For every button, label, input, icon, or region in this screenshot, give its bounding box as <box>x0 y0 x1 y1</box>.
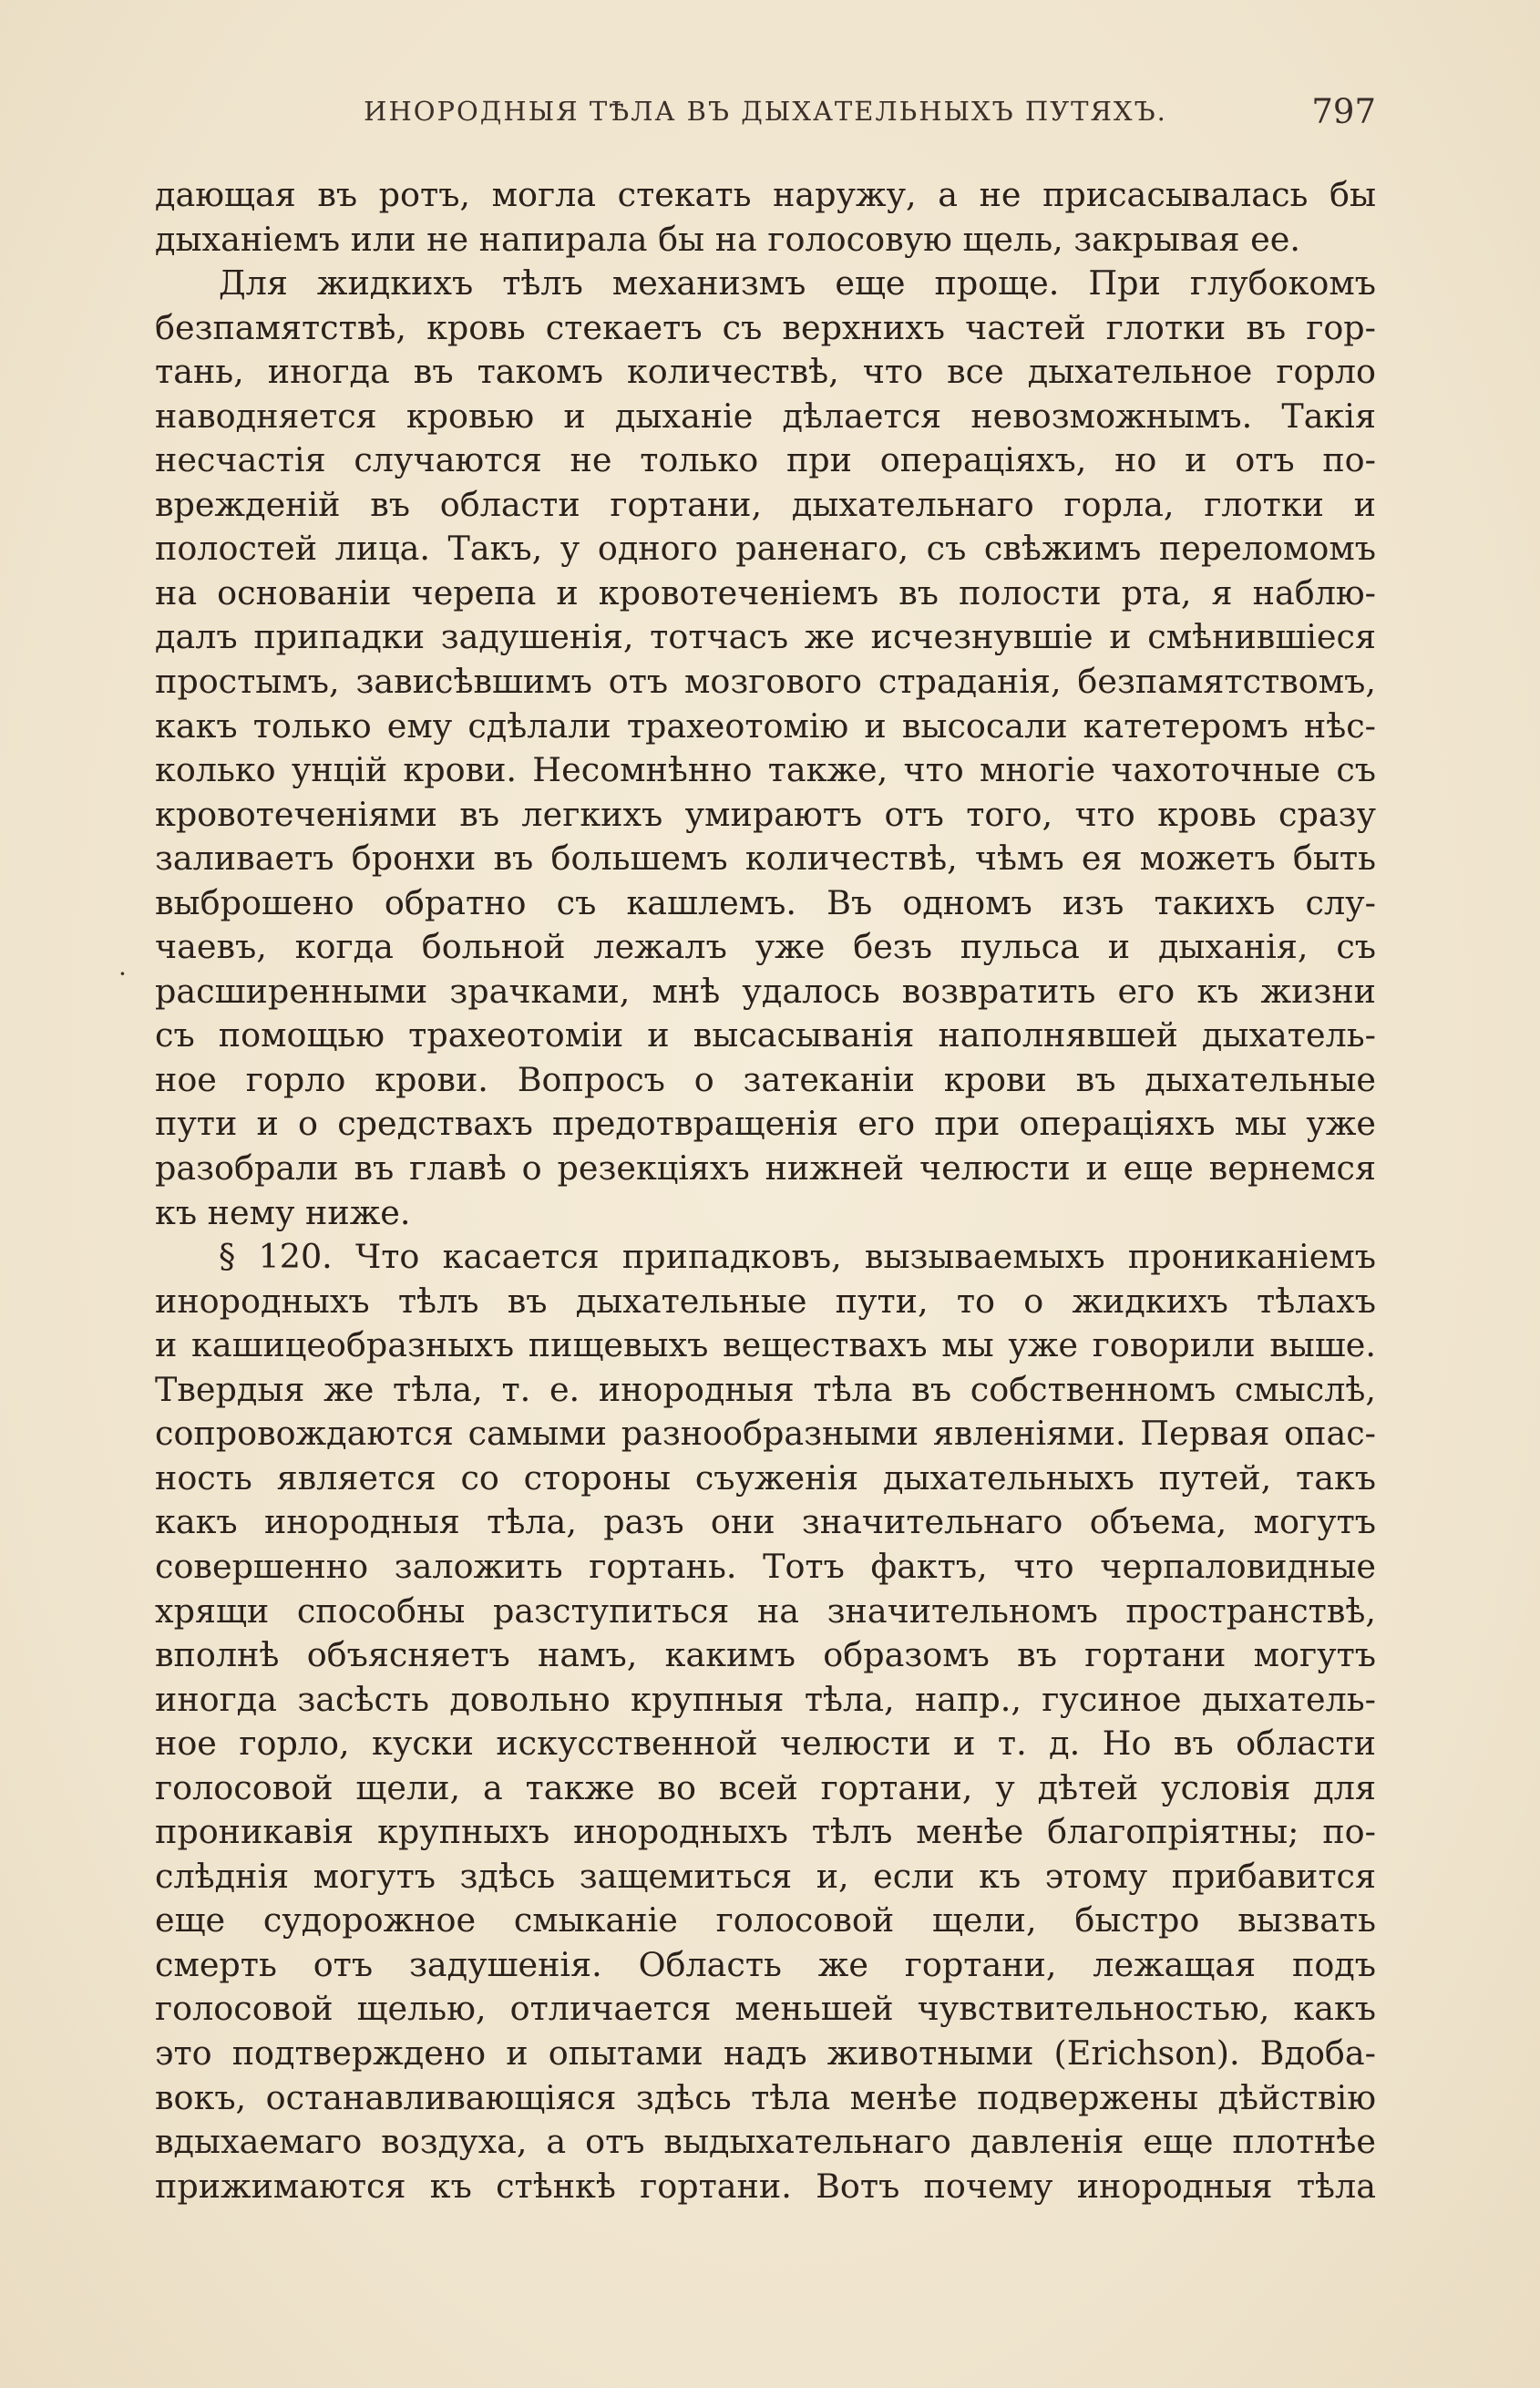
text-line: къ нему ниже. <box>155 1192 411 1232</box>
text-line: тань, иногда въ такомъ количествѣ, что все дыхательное горло <box>155 352 1376 392</box>
text-line: пути и о средствахъ предотвращенія его при операціяхъ мы уже <box>155 1104 1376 1144</box>
text-line: Для жидкихъ тѣлъ механизмъ еще проще. При глубокомъ <box>219 263 1376 304</box>
text-line: полостей лица. Такъ, у одного раненаго, съ свѣжимъ переломомъ <box>155 529 1376 569</box>
running-title: ИНОРОДНЫЯ ТѢЛА ВЪ ДЫХАТЕЛЬНЫХЪ ПУТЯХЪ. <box>364 96 1167 127</box>
text-line: врежденій въ области гортани, дыхательнаго горла, глотки и <box>155 484 1376 524</box>
text-line: это подтверждено и опытами надъ животными (Erichson). Вдоба- <box>155 2033 1376 2073</box>
text-line: совершенно заложить гортань. Тотъ фактъ, что черпаловидные <box>155 1546 1376 1586</box>
text-line: расширенными зрачками, мнѣ удалось возвратить его къ жизни <box>155 971 1376 1011</box>
text-line: проникавія крупныхъ инородныхъ тѣлъ менѣе благопріятны; по- <box>155 1812 1376 1852</box>
text-line: и кашицеобразныхъ пищевыхъ веществахъ мы уже говорили выше. <box>155 1325 1376 1365</box>
margin-mark: · <box>118 959 127 989</box>
text-line: колько унцій крови. Несомнѣнно также, что многіе чахоточные съ <box>155 750 1376 790</box>
body-text <box>155 173 1376 2208</box>
text-line: разобрали въ главѣ о резекціяхъ нижней челюсти и еще вернемся <box>155 1148 1376 1189</box>
text-line: ность является со стороны съуженія дыхательныхъ путей, такъ <box>155 1457 1376 1498</box>
text-line: чаевъ, когда больной лежалъ уже безъ пульса и дыханія, съ <box>155 927 1376 967</box>
text-line: кровотеченіями въ легкихъ умираютъ отъ того, что кровь сразу <box>155 794 1376 834</box>
text-line: далъ припадки задушенія, тотчасъ же исчезнувшіе и смѣнившіеся <box>155 617 1376 657</box>
text-line: смерть отъ задушенія. Область же гортани, лежащая подъ <box>155 1944 1376 1984</box>
text-line: ное горло, куски искусственной челюсти и т. д. Но въ области <box>155 1724 1376 1764</box>
text-line: иногда засѣсть довольно крупныя тѣла, напр., гусиное дыхатель- <box>155 1679 1376 1719</box>
text-line: съ помощью трахеотоміи и высасыванія наполнявшей дыхатель- <box>155 1015 1376 1055</box>
text-line: инородныхъ тѣлъ въ дыхательные пути, то о жидкихъ тѣлахъ <box>155 1281 1376 1321</box>
text-line: на основаніи черепа и кровотеченіемъ въ полости рта, я наблю- <box>155 572 1376 612</box>
text-line: вполнѣ объясняетъ намъ, какимъ образомъ въ гортани могутъ <box>155 1635 1376 1675</box>
text-line: вдыхаемаго воздуха, а отъ выдыхательнаго давленія еще плотнѣе <box>155 2122 1376 2162</box>
text-line: § 120. Что касается припадковъ, вызываемыхъ прониканіемъ <box>219 1237 1376 1277</box>
text-line: хрящи способны разступиться на значительномъ пространствѣ, <box>155 1590 1376 1631</box>
text-line: несчастія случаются не только при операціяхъ, но и отъ по- <box>155 440 1376 480</box>
text-line: заливаетъ бронхи въ большемъ количествѣ, чѣмъ ея можетъ быть <box>155 839 1376 879</box>
text-line: простымъ, зависѣвшимъ отъ мозгового страданія, безпамятствомъ, <box>155 662 1376 702</box>
text-line: ное горло крови. Вопросъ о затеканіи крови въ дыхательные <box>155 1059 1376 1099</box>
text-line: какъ только ему сдѣлали трахеотомію и высосали катетеромъ нѣс- <box>155 705 1376 746</box>
text-line: дыханіемъ или не напирала бы на голосовую щель, закрывая ее. <box>155 219 1300 259</box>
text-line: прижимаются къ стѣнкѣ гортани. Вотъ почему инородныя тѣла <box>155 2166 1376 2206</box>
page-number: 797 <box>1311 92 1376 131</box>
text-line: слѣднія могутъ здѣсь защемиться и, если къ этому прибавится <box>155 1856 1376 1896</box>
text-line: дающая въ ротъ, могла стекать наружу, а не присасывалась бы <box>155 175 1376 214</box>
text-line: голосовой щели, а также во всей гортани, у дѣтей условія для <box>155 1767 1376 1807</box>
text-line: безпамятствѣ, кровь стекаетъ съ верхнихъ частей глотки въ гор- <box>155 307 1376 347</box>
text-line: наводняется кровью и дыханіе дѣлается невозможнымъ. Такія <box>155 396 1376 436</box>
text-line: выброшено обратно съ кашлемъ. Въ одномъ изъ такихъ слу- <box>155 882 1376 922</box>
text-line: Твердыя же тѣла, т. е. инородныя тѣла въ собственномъ смыслѣ, <box>155 1369 1376 1409</box>
text-line: какъ инородныя тѣла, разъ они значительнаго объема, могутъ <box>155 1502 1376 1542</box>
text-line: вокъ, останавливающіяся здѣсь тѣла менѣе подвержены дѣйствію <box>155 2077 1376 2117</box>
page-header <box>155 92 1376 141</box>
text-line: голосовой щелью, отличается меньшей чувствительностью, какъ <box>155 1989 1376 2029</box>
text-line: еще судорожное смыканіе голосовой щели, быстро вызвать <box>155 1900 1376 1940</box>
text-line: сопровождаются самыми разнообразными явленіями. Первая опас- <box>155 1414 1376 1454</box>
